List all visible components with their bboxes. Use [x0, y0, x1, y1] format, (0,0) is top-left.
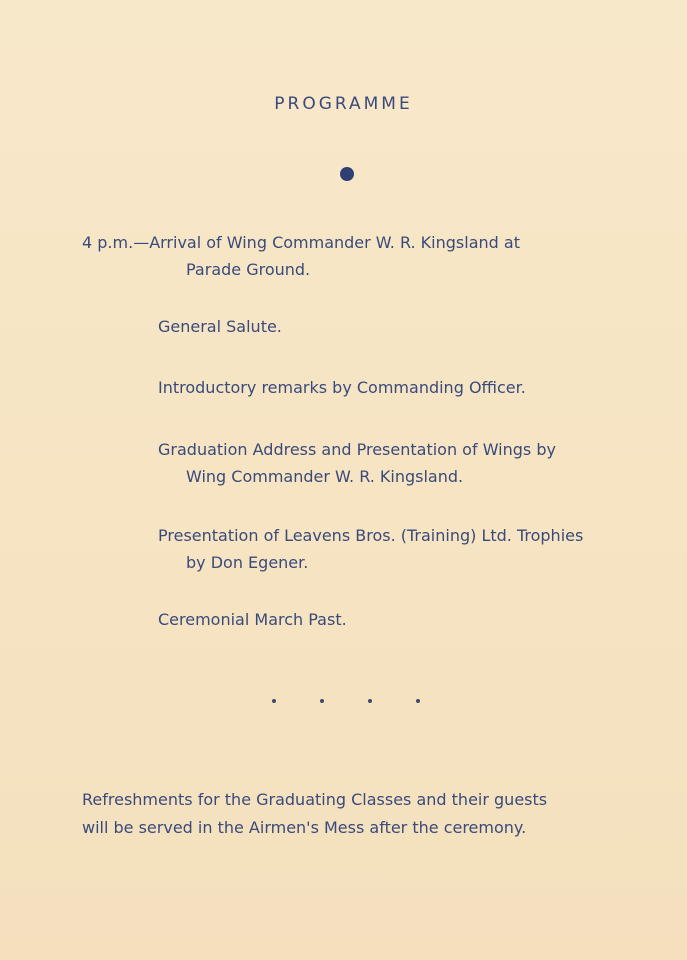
bullet-ornament — [340, 167, 354, 181]
entry-graduation-address — [158, 436, 618, 490]
entry-line: Presentation of Leavens Bros. (Training) Ltd. Trophies — [158, 526, 584, 545]
refreshments-note — [82, 786, 622, 842]
entry-trophies — [158, 522, 628, 576]
page-title: PROGRAMME — [274, 94, 413, 114]
separator-dot — [320, 699, 324, 703]
entry-line: Graduation Address and Presentation of Wings by — [158, 440, 556, 459]
separator-dot — [368, 699, 372, 703]
entry-line: —Arrival of Wing Commander W. R. Kingsland at — [133, 233, 520, 252]
entry-line-continued: Parade Ground. — [186, 260, 311, 279]
entry-line: Introductory remarks by Commanding Officer. — [158, 378, 526, 397]
footer-line: will be served in the Airmen's Mess after the ceremony. — [82, 818, 527, 837]
separator-dot — [416, 699, 420, 703]
entry-arrival — [82, 229, 622, 283]
entry-line-continued: by Don Egener. — [186, 553, 309, 572]
separator-dot — [272, 699, 276, 703]
entry-general-salute — [158, 313, 618, 340]
entry-time: 4 p.m. — [82, 233, 134, 252]
entry-line: General Salute. — [158, 317, 282, 336]
dot-separator — [272, 699, 432, 709]
footer-line: Refreshments for the Graduating Classes and their guests — [82, 790, 548, 809]
entry-march-past — [158, 606, 618, 633]
entry-line: Ceremonial March Past. — [158, 610, 347, 629]
entry-introductory-remarks — [158, 374, 618, 401]
entry-line-continued: Wing Commander W. R. Kingsland. — [186, 467, 464, 486]
